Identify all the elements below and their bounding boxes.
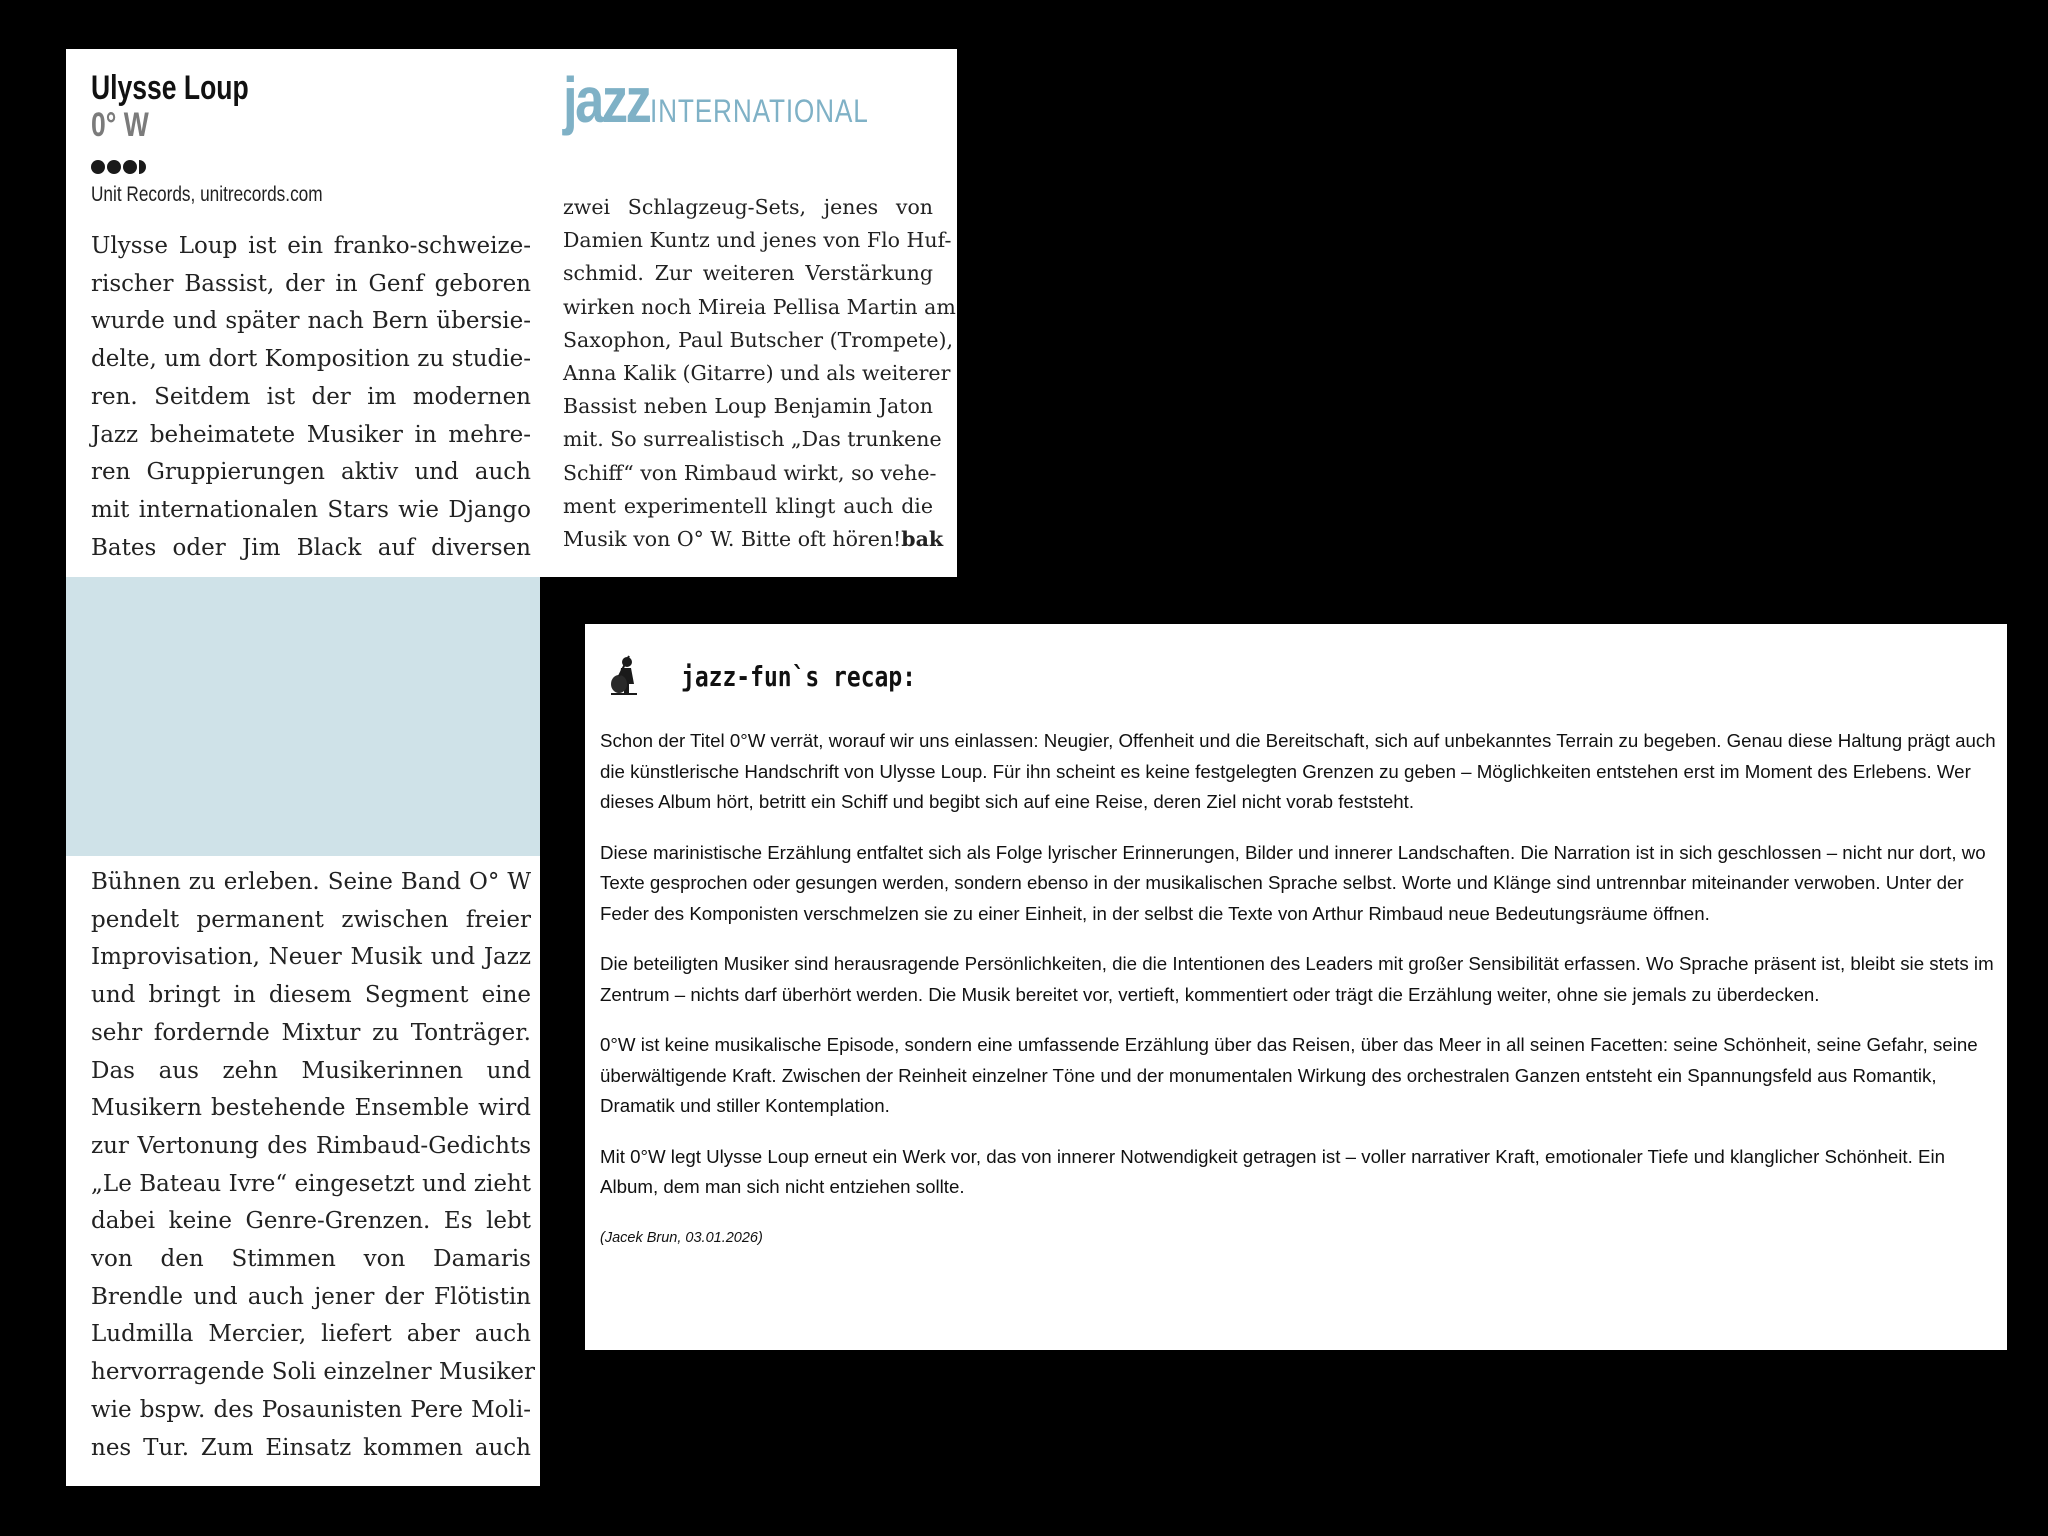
recap-body: [600, 726, 2000, 1253]
review-line: delte, um dort Komposition zu studie-: [91, 346, 531, 373]
recap-title: jazz-fun`s recap:: [681, 660, 916, 693]
review-line: Musikern bestehende Ensemble wird: [91, 1095, 531, 1122]
author-abbreviation: bak: [901, 527, 944, 552]
review-line: wirken noch Mireia Pellisa Martin am: [563, 294, 956, 319]
review-line: Damien Kuntz und jenes von Flo Huf-: [563, 228, 952, 253]
review-clipping-bottom: [66, 856, 540, 1486]
review-line: Anna Kalik (Gitarre) und als weiterer: [563, 361, 951, 386]
review-line: Bates oder Jim Black auf diversen: [91, 534, 531, 561]
recap-paragraph: Die beteiligten Musiker sind herausragende Persönlichkeiten, die die Intentionen des Leaders mit großer Sensibilität erfassen. Wo Sprache präsent ist, bleibt sie stets im Zentrum – nichts darf überhört werden. Die Musik bereitet vor, vertieft, kommentiert oder trägt die Erzählung weiter, ohne sie jemals zu überdecken.: [600, 953, 1994, 1005]
review-line: Ulysse Loup ist ein franko-schweize-: [91, 233, 531, 259]
review-line: Das aus zehn Musikerinnen und: [91, 1057, 531, 1084]
review-line: Ludmilla Mercier, liefert aber auch: [91, 1321, 531, 1348]
review-line: Schiff“ von Rimbaud wirkt, so vehe-: [563, 460, 937, 485]
recap-paragraph: Schon der Titel 0°W verrät, worauf wir uns einlassen: Neugier, Offenheit und die Bereitschaft, sich auf unbekanntes Terrain zu begeben. Genau diese Haltung prägt auch die künstlerische Handschrift von Ulysse Loup. Für ihn scheint es keine festgelegten Grenzen zu geben – Möglichkeiten entstehen erst im Moment des Erlebens. Wer dieses Album hört, betritt ein Schiff und begibt sich auf eine Reise, deren Ziel nicht vorab feststeht.: [600, 730, 1996, 812]
recap-paragraph: Mit 0°W legt Ulysse Loup erneut ein Werk vor, das von innerer Notwendigkeit getragen ist – voller narrativer Kraft, emotionaler Tiefe und klanglicher Schönheit. Ein Album, dem man sich nicht entziehen sollte.: [600, 1145, 1945, 1197]
review-line: ren Gruppierungen aktiv und auch: [91, 459, 531, 486]
review-line: zur Vertonung des Rimbaud-Gedichts: [91, 1132, 531, 1159]
recap-paragraph: 0°W ist keine musikalische Episode, sondern eine umfassende Erzählung über das Reisen, über das Meer in all seinen Facetten: seine Schönheit, seine Gefahr, seine überwältigende Kraft. Zwischen der Reinheit einzelner Töne und der monumentalen Wirkung des orchestralen Ganzen entsteht ein Spannungsfeld aus Romantik, Dramatik und stiller Kontemplation.: [600, 1034, 1978, 1116]
review-line: Jazz beheimatete Musiker in mehre-: [91, 421, 531, 448]
review-line: ment experimentell klingt auch die: [563, 493, 933, 518]
bassist-icon: [607, 654, 643, 696]
review-column-b: [563, 191, 956, 556]
review-line: zwei Schlagzeug-Sets, jenes von: [563, 195, 933, 219]
review-line: hervorragende Soli einzelner Musiker: [91, 1359, 536, 1386]
review-line: nes Tur. Zum Einsatz kommen auch: [91, 1434, 531, 1461]
recap-paragraph: Diese marinistische Erzählung entfaltet sich als Folge lyrischer Erinnerungen, Bilder und innerer Landschaften. Die Narration ist in sich geschlossen – nicht nur dort, wo Texte gesprochen oder gesungen werden, sondern ebenso in der musikalischen Sprache selbst. Worte und Klänge sind untrennbar miteinander verwoben. Unter der Feder des Komponisten verschmelzen sie zu einer Einheit, in der selbst die Texte von Arthur Rimbaud neue Bedeutungsräume öffnen.: [600, 841, 1986, 924]
review-last-line: [563, 523, 944, 556]
review-line: Brendle und auch jener der Flötistin: [91, 1283, 531, 1310]
review-line: wie bspw. des Posaunisten Pere Moli-: [91, 1396, 531, 1423]
review-line: wurde und später nach Bern übersie-: [91, 308, 531, 335]
review-column-a: [91, 228, 531, 567]
recap-byline: (Jacek Brun, 03.01.2026): [600, 1229, 763, 1246]
review-line: mit. So surrealistisch „Das trunkene: [563, 427, 942, 452]
review-line: „Le Bateau Ivre“ eingesetzt und zieht: [91, 1170, 531, 1197]
review-line: Improvisation, Neuer Musik und Jazz: [91, 944, 531, 971]
rating-dot-full: [107, 160, 121, 174]
review-line: von den Stimmen von Damaris: [91, 1246, 531, 1273]
recap-panel: [585, 624, 2007, 1350]
review-line: Saxophon, Paul Butscher (Trompete),: [563, 327, 953, 352]
review-line: ren. Seitdem ist der im modernen: [91, 383, 531, 410]
review-line: mit internationalen Stars wie Django: [91, 496, 531, 523]
review-line: Musik von O° W. Bitte oft hören!: [563, 527, 902, 552]
rating-dots: [91, 160, 146, 174]
review-column-c: [91, 864, 536, 1467]
review-line: schmid. Zur weiteren Verstärkung: [563, 261, 933, 286]
review-line: und bringt in diesem Segment eine: [91, 982, 531, 1009]
album-title: 0° W: [91, 106, 149, 144]
logo-jazz-text: jazz: [563, 64, 650, 136]
clipping-blue-block: [66, 577, 540, 856]
review-line: Bühnen zu erleben. Seine Band O° W: [91, 869, 531, 895]
review-line: pendelt permanent zwischen freier: [91, 906, 531, 933]
artist-name: Ulysse Loup: [91, 69, 249, 107]
review-clipping-top: [66, 49, 957, 577]
jazz-international-logo: [563, 63, 917, 137]
review-line: rischer Bassist, der in Genf geboren: [91, 270, 531, 297]
record-label: Unit Records, unitrecords.com: [91, 183, 323, 206]
review-line: dabei keine Genre-Grenzen. Es lebt: [91, 1208, 531, 1235]
rating-dot-full: [123, 160, 137, 174]
review-line: sehr fordernde Mixtur zu Tonträger.: [91, 1019, 531, 1046]
review-line: Bassist neben Loup Benjamin Jaton: [563, 394, 933, 419]
logo-international-text: INTERNATIONAL: [650, 93, 870, 129]
rating-dot-half: [139, 160, 146, 174]
rating-dot-full: [91, 160, 105, 174]
